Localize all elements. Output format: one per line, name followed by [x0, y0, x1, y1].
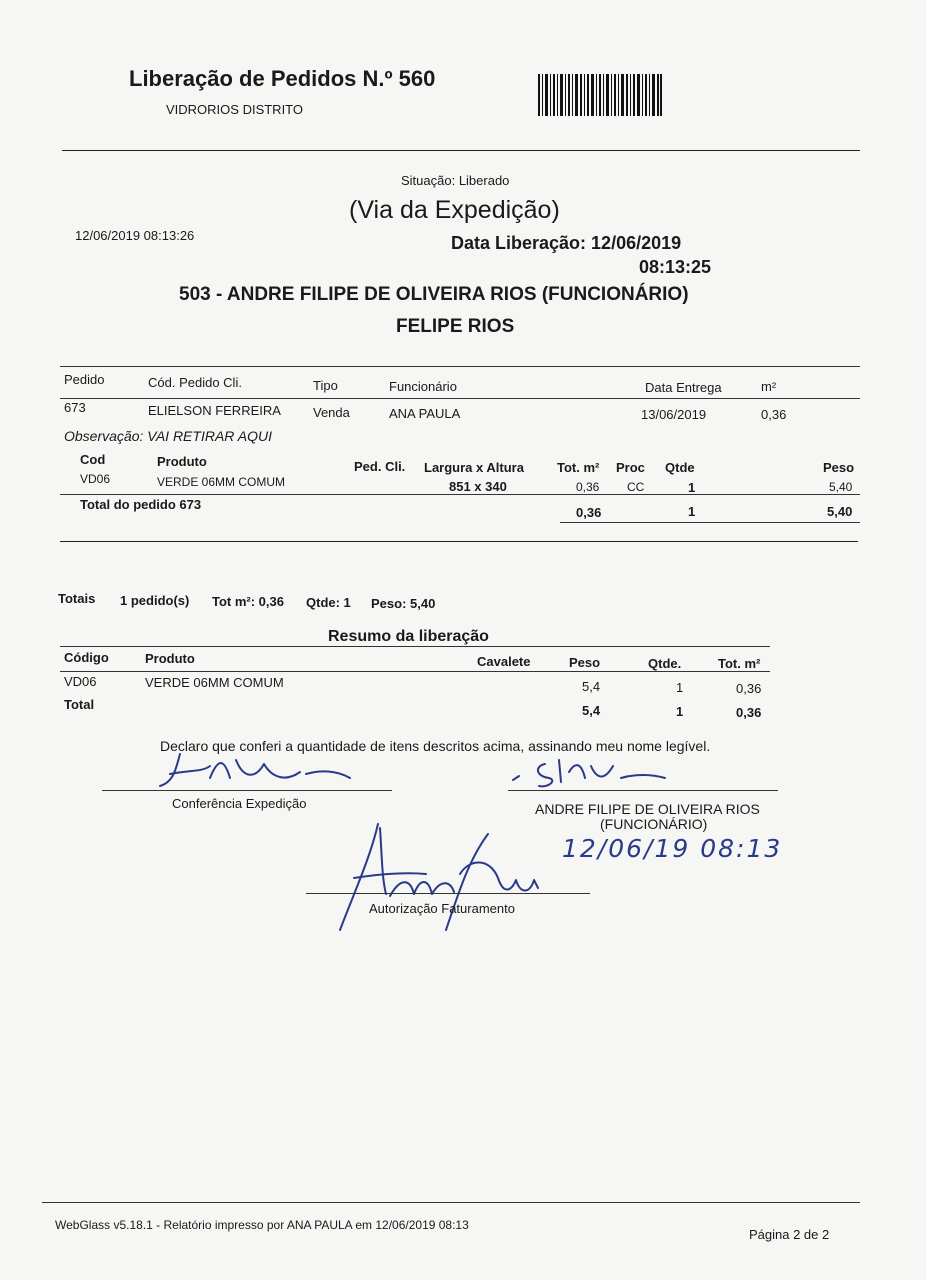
item-rule — [60, 494, 860, 495]
signer-role: (FUNCIONÁRIO) — [600, 816, 708, 832]
footer-page: Página 2 de 2 — [749, 1227, 830, 1242]
row-tipo: Venda — [313, 405, 350, 420]
resumo-col-qtde: Qtde. — [648, 656, 682, 671]
col-tipo: Tipo — [313, 378, 338, 393]
resumo-row-peso: 5,4 — [582, 679, 601, 694]
total-pedido-label: Total do pedido 673 — [80, 497, 202, 512]
item-peso: 5,40 — [829, 480, 853, 494]
printed-datetime: 12/06/2019 08:13:26 — [75, 228, 195, 243]
order-bottom-rule — [60, 541, 858, 542]
resumo-total-tot-m2: 0,36 — [736, 705, 762, 720]
declaration-text: Declaro que conferi a quantidade de itens descritos acima, assinando meu nome legível. — [160, 738, 711, 754]
row-funcionario: ANA PAULA — [389, 406, 461, 421]
row-cod-pedido-cli: ELIELSON FERREIRA — [148, 403, 281, 418]
total-pedido-tot-m2: 0,36 — [576, 505, 602, 520]
item-tot-m2: 0,36 — [576, 480, 600, 494]
row-data-entrega: 13/06/2019 — [641, 407, 707, 422]
observacao: Observação: VAI RETIRAR AQUI — [64, 428, 272, 444]
item-col-proc: Proc — [616, 460, 645, 475]
autorizacao-line — [306, 893, 590, 894]
resumo-row-qtde: 1 — [676, 680, 684, 695]
resumo-total-peso: 5,4 — [582, 703, 601, 718]
row-m2: 0,36 — [761, 407, 787, 422]
client-short: FELIPE RIOS — [396, 316, 515, 337]
item-col-cod: Cod — [80, 452, 106, 467]
row-pedido: 673 — [64, 400, 86, 415]
situacao: Situação: Liberado — [401, 173, 510, 188]
resumo-total-label: Total — [64, 697, 95, 712]
resumo-title: Resumo da liberação — [328, 628, 489, 645]
total-pedido-rule — [560, 522, 860, 523]
resumo-col-tot-m2: Tot. m² — [718, 656, 761, 671]
total-pedido-qtde: 1 — [688, 504, 696, 519]
autorizacao-signature — [320, 818, 560, 934]
item-cod: VD06 — [80, 472, 111, 486]
item-qtde: 1 — [688, 480, 696, 495]
item-col-qtde: Qtde — [665, 460, 695, 475]
col-data-entrega: Data Entrega — [645, 380, 722, 395]
resumo-top-rule — [60, 646, 770, 647]
total-pedido-peso: 5,40 — [827, 504, 853, 519]
totais-qtde: Qtde: 1 — [306, 595, 351, 610]
item-proc: CC — [627, 480, 645, 494]
resumo-col-peso: Peso — [569, 655, 601, 670]
footer-report: WebGlass v5.18.1 - Relatório impresso por ANA PAULA em 12/06/2019 08:13 — [55, 1218, 469, 1232]
item-col-largura-altura: Largura x Altura — [424, 460, 524, 475]
barcode-icon — [538, 74, 662, 116]
footer-rule — [42, 1202, 860, 1203]
conferencia-label: Conferência Expedição — [172, 796, 307, 811]
client-line: 503 - ANDRE FILIPE DE OLIVEIRA RIOS (FUNCIONÁRIO) — [179, 284, 689, 305]
data-liberacao-time: 08:13:25 — [639, 257, 712, 277]
via-label: (Via da Expedição) — [349, 196, 560, 224]
col-cod-pedido-cli: Cód. Pedido Cli. — [148, 375, 242, 390]
signer-signature — [505, 752, 675, 792]
totais-tot-m2: Tot m²: 0,36 — [212, 594, 284, 609]
col-m2: m² — [761, 379, 777, 394]
resumo-row-produto: VERDE 06MM COMUM — [145, 675, 284, 690]
item-col-produto: Produto — [157, 454, 207, 469]
item-col-peso: Peso — [823, 460, 855, 475]
header-divider — [62, 150, 860, 151]
order-table-top-rule — [60, 366, 860, 367]
signer-line — [508, 790, 778, 791]
resumo-col-produto: Produto — [145, 651, 195, 666]
resumo-row-tot-m2: 0,36 — [736, 681, 762, 696]
col-pedido: Pedido — [64, 372, 105, 387]
company-name: VIDRORIOS DISTRITO — [166, 102, 303, 117]
resumo-row-codigo: VD06 — [64, 674, 97, 689]
resumo-header-rule — [60, 671, 770, 672]
item-col-ped-cli: Ped. Cli. — [354, 459, 406, 474]
col-funcionario: Funcionário — [389, 379, 457, 394]
autorizacao-label: Autorização Faturamento — [369, 901, 515, 916]
totais-pedidos: 1 pedido(s) — [120, 593, 190, 608]
conferencia-line — [102, 790, 392, 791]
totais-peso: Peso: 5,40 — [371, 596, 436, 611]
resumo-col-codigo: Código — [64, 650, 109, 665]
report-title: Liberação de Pedidos N.º 560 — [129, 66, 436, 91]
item-dims: 851 x 340 — [449, 479, 507, 494]
item-produto: VERDE 06MM COMUM — [157, 475, 286, 489]
handwritten-date: 12/06/19 08:13 — [562, 834, 783, 863]
data-liberacao: Data Liberação: 12/06/2019 — [451, 233, 682, 253]
item-col-tot-m2: Tot. m² — [557, 460, 600, 475]
totais-label: Totais — [58, 591, 96, 606]
resumo-total-qtde: 1 — [676, 704, 684, 719]
order-header-rule — [60, 398, 860, 399]
resumo-col-cavalete: Cavalete — [477, 654, 531, 669]
signer-name: ANDRE FILIPE DE OLIVEIRA RIOS — [535, 801, 760, 817]
